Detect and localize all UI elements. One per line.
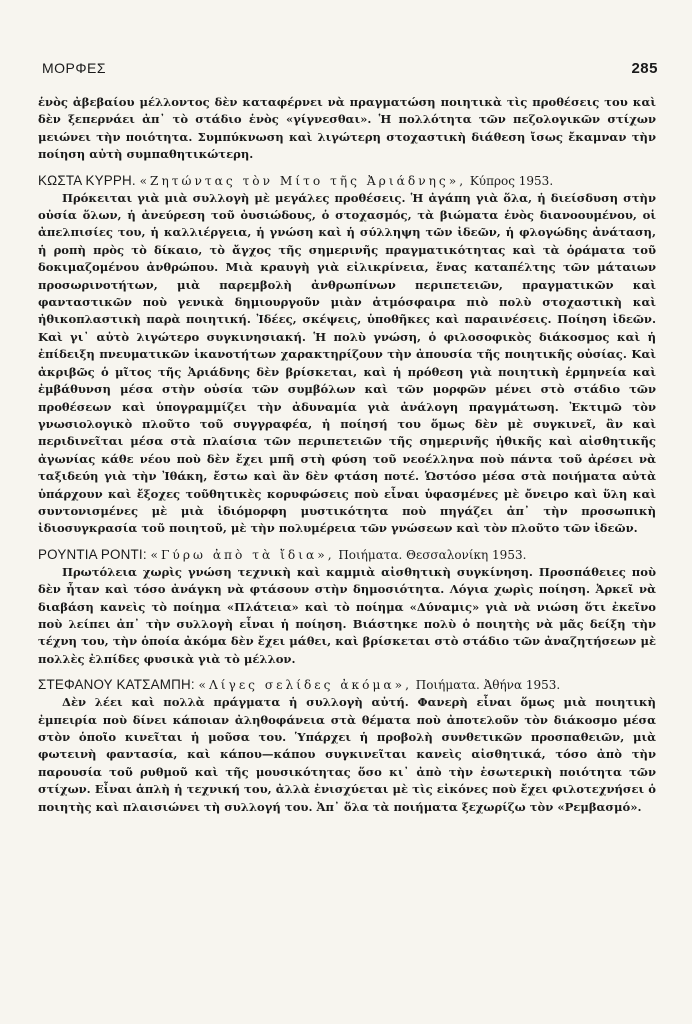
- intro-paragraph: ἑνὸς ἀβεβαίου μέλλοντος δὲν καταφέρνει νὰ πραγματώση ποιητικὰ τὶς προθέσεις του καὶ δὲν ξεπερνάει ἀπ᾽ τὸ στάδιο ἑνὸς «γίγνεσθαι». Ἡ πολλότητα τῶν πεζολογικῶν στίχων μειώνει τὴν ποιότητα. Συμπύκνωση καὶ λιγώτερη στοχαστικὴ διάθεση ἴσως ἔκαμναν τὴν ποίηση αὐτὴ συμπαθητικώτερη.: [38, 95, 656, 162]
- review-author: ΣΤΕΦΑΝΟΥ ΚΑΤΣΑΜΠΗ:: [38, 677, 195, 693]
- review-text: Δὲν λέει καὶ πολλὰ πράγματα ἡ συλλογὴ αὐτή. Φανερὴ εἶναι ὅμως μιὰ ποιητικὴ ἐμπειρία ποὺ δίνει κάποιαν ἀληθοφάνεια στὰ θέματα ποὺ ἀποτελοῦν τὸν διάκοσμο μέσα στὸν ὁποῖο κινεῖται ἡ μοῦσα του. Ὑπάρχει ἡ προβολὴ συνθετικῶν προσπαθειῶν, μιὰ φωτεινὴ φαντασία, καὶ κάπου—κάπου συγκινεῖται κανεὶς αἰσθητικά, τόσο ἀπὸ τὴν παρουσία τοῦ ρυθμοῦ καὶ τῆς μουσικότητας ὅσο κι᾽ ἀπὸ τὴν ἐσωτερικὴ ποιότητα τῶν στίχων. Εἶναι ἁπλὴ ἡ τεχνική του, ἀλλὰ ἐνισχύεται μὲ τὶς εἰκόνες ποὺ ἔχει φιλοτεχνήσει ὁ ποιητὴς καὶ πλαισιώνει τὴ συλλογή του. Ἀπ᾽ ὅλα τὰ ποιήματα ξεχωρίζω τὸν «Ρεμβασμό».: [38, 695, 656, 814]
- journal-title: ΜΟΡΦΕΣ: [42, 60, 107, 76]
- review-heading: [38, 172, 656, 190]
- review-book-title: «Γύρω ἀπὸ τὰ ἴδια»,: [150, 547, 335, 562]
- page-number: 285: [631, 60, 658, 77]
- review-publication: Ποιήματα. Θεσσαλονίκη 1953.: [338, 547, 527, 562]
- review-publication: Ποιήματα. Ἀθήνα 1953.: [415, 678, 561, 693]
- review-author: ΡΟΥΝΤΙΑ ΡΟΝΤΙ:: [38, 546, 147, 562]
- review-heading: [38, 546, 656, 564]
- review-publication: Κύπρος 1953.: [469, 173, 554, 188]
- review-text: Πρωτόλεια χωρὶς γνώση τεχνικὴ καὶ καμμιὰ αἰσθητικὴ συγκίνηση. Προσπάθειες ποὺ δὲν ἦταν καὶ τόσο ἀνάγκη νὰ φτάσουν στὴν δημοσιότητα. Λόγια χωρὶς ποίηση. Ἀρκεῖ νὰ διαβάση κανεὶς τὸ ποίημα «Πλάτεια» καὶ τὸ ποίημα «Δύναμις» γιὰ νὰ νιώση ὅτι ἐκεῖνο ποὺ λείπει ἀπ᾽ τὴν συλλογὴ εἶναι ἡ ποίηση. Βιάστηκε πολὺ ὁ ποιητὴς νὰ μᾶς δείξη τὴν τέχνη του, τὴν ὁποία ἀκόμα δὲν ἔχει μάθει, καὶ βρίσκεται στὸ στάδιο τῶν ἀναζητήσεων μὲ πολλὲς ἐλπίδες φυσικὰ γιὰ τὸ μέλλον.: [38, 564, 656, 666]
- review-book-title: «Ζητώντας τὸν Μίτο τῆς Ἀριάδνης»,: [139, 173, 467, 188]
- article-body: [38, 94, 656, 816]
- review-author: ΚΩΣΤΑ ΚΥΡΡΗ.: [38, 172, 136, 188]
- review-text: Πρόκειται γιὰ μιὰ συλλογὴ μὲ μεγάλες προθέσεις. Ἡ ἀγάπη γιὰ ὅλα, ἡ διείσδυση στὴν οὐσία ὅλων, ἡ ἀνεύρεση τοῦ ὀυσιώδους, ὁ στοχασμός, τὰ βιώματα ἑνὸς διανοουμένου, οἱ ἀπελπισίες του, ἡ καλλιέργεια, ἡ γνώση καὶ ἡ σύλληψη τῶν ἰδεῶν, ἡ φλογώδης ἀνάταση, ἡ ροπὴ πρὸς τὸ δίκαιο, τὸ ἄγχος τῆς σημερινῆς πραγματικότητας καὶ τὰ ὁράματα τοῦ δοκιμαζομένου ἀνθρώπου. Μιὰ κραυγὴ γιὰ εἰλικρίνεια, ἕνας καταπέλτης τῶν μάταιων προσωρινοτήτων, μιὰ παρεμβολὴ ἀνθρωπίνων περιπετειῶν, πραγματικῶν καὶ φανταστικῶν ποὺ γενικὰ δημιουργοῦν μιὰν ἀτμόσφαιρα πιὸ πολὺ στοχαστικὴ καὶ ἠθικοπλαστικὴ παρὰ ποιητική. Ἰδέες, σκέψεις, ὑποθῆκες καὶ παραινέσεις. Ποίηση ἰδεῶν. Καὶ γι᾽ αὐτὸ λιγώτερο συγκινησιακή. Ἡ πολὺ γνώση, ὁ φιλοσοφικὸς διάκοσμος καὶ ἡ ἐπίδειξη πνευματικῶν ἱκανοτήτων χαρακτηρίζουν τὴν ἀπουσία τῆς ποιητικῆς οὐσίας. Καὶ ἀκριβῶς ὁ μῖτος τῆς Ἀριάδνης δὲν βρίσκεται, καὶ ἡ πρόθεση γιὰ ποιητικὴ ἑρμηνεία καὶ ἐμβάθυνση μέσα στὴν οὐσία τῶν συμβόλων καὶ τῶν μορφῶν μένει στὸ στάδιο τῶν προθέσεων καὶ ὑπογραμμίζει τὴν ἀδυναμία γιὰ ἀνάλογη πραγμάτωση. Ἐκτιμῶ τὸν γνωσιολογικὸ πλοῦτο τοῦ συγγραφέα, ἡ ποίησή του ὅμως δὲν μὲ συγκινεῖ, ἂν καὶ περιδινεῖται μέσα στὰ πλαίσια τῶν περιπετειῶν τῆς σημερινῆς ἠθικῆς καὶ αἰσθητικῆς ἀγωνίας κάθε νέου ποὺ δὲν ἔχει μπῆ στὴ φύση τοῦ νεοέλληνα ποὺ πάντα τοῦ ἀρέσει νὰ ταξιδεύη γιὰ τὴν Ἰθάκη, ἔστω καὶ ἂν δὲν φτάση ποτέ. Ὡστόσο μέσα στὰ ποιήματα αὐτὰ ὑπάρχουν καὶ ἔξοχες τοῦθητικὲς κορυφώσεις ποὺ εἶναι ὑφασμένες μὲ ὄνειρο καὶ ὕλη καὶ συντονισμένες μὲ μιὰ ἰδιόμορφη μυστικότητα ποὺ πηγάζει ἀπ᾽ τὴν προσωπικὴ ἰδιοσυγκρασία τοῦ ποιητοῦ, μὲ τὴν πολυμέρεια τῶν γνώσεων καὶ τὸν πλοῦτο τῶν ἰδεῶν.: [38, 190, 656, 536]
- running-header: [42, 60, 658, 77]
- review-heading: [38, 676, 656, 694]
- review-book-title: «Λίγες σελίδες ἀκόμα»,: [198, 678, 412, 693]
